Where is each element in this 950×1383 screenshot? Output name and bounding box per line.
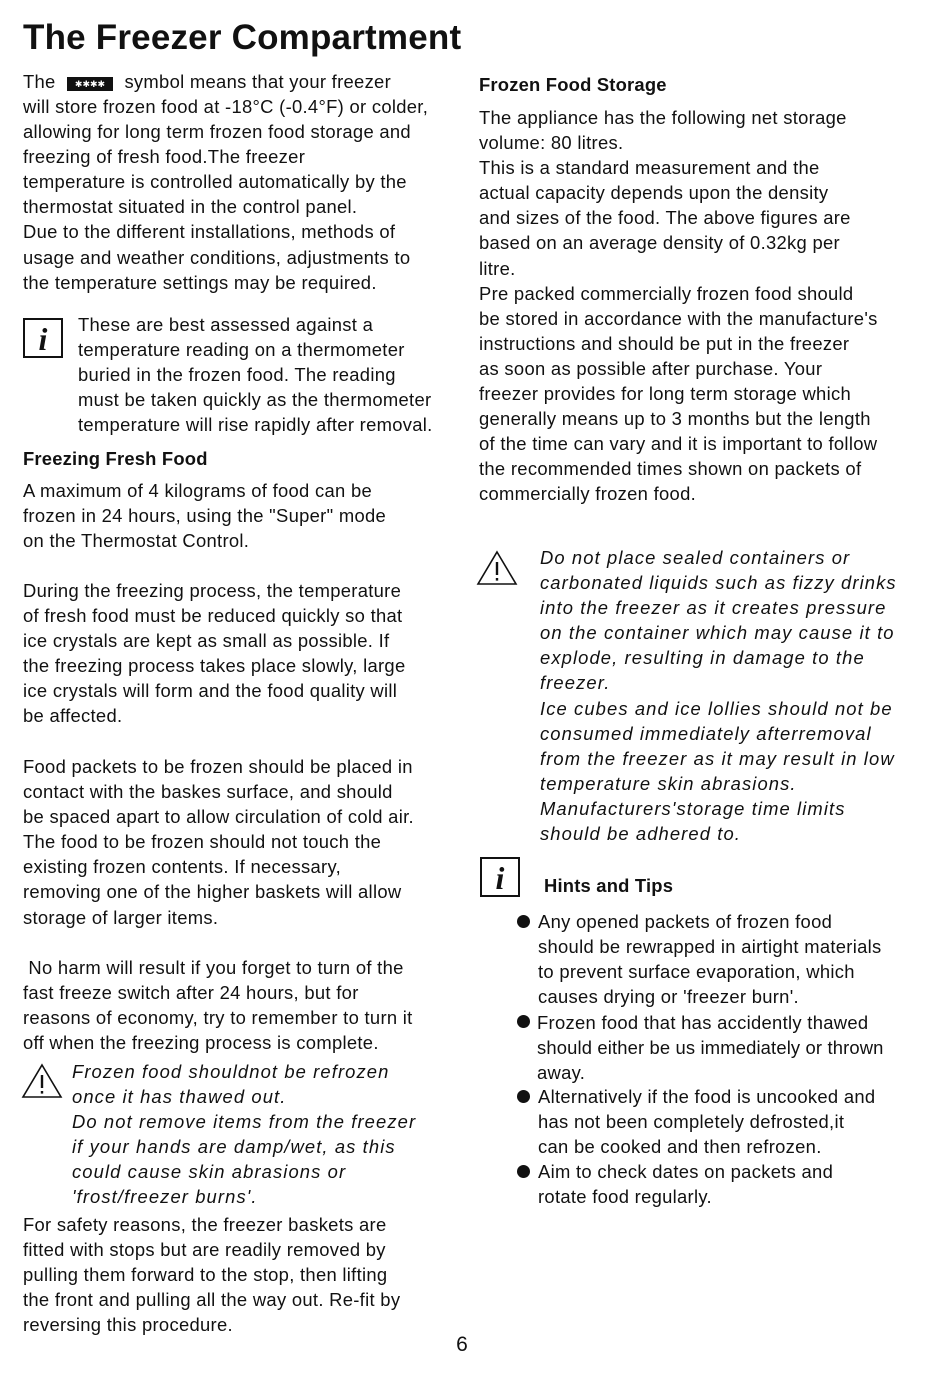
intro-line: symbol means that your freezer xyxy=(124,71,392,92)
text-line: Alternatively if the food is uncooked and xyxy=(538,1086,876,1107)
warning-line: could cause skin abrasions or xyxy=(72,1161,347,1183)
freezing-paragraph-1 xyxy=(23,478,386,553)
text-line: should either be us immediately or thrown xyxy=(537,1037,884,1059)
bullet-icon xyxy=(517,1090,530,1103)
text-line: storage of larger items. xyxy=(23,906,219,928)
warning-line: once it has thawed out. xyxy=(72,1086,287,1108)
page-title: The Freezer Compartment xyxy=(23,18,462,57)
text-line: as soon as possible after purchase. Your xyxy=(479,357,823,379)
hints-and-tips-heading: Hints and Tips xyxy=(544,875,674,896)
warning-line: explode, resulting in damage to the xyxy=(540,647,865,669)
text-line: freezer provides for long term storage which xyxy=(479,383,851,405)
text-line: off when the freezing process is complete. xyxy=(23,1032,379,1054)
info-icon xyxy=(23,318,63,358)
list-item xyxy=(538,1084,875,1159)
text-line: No harm will result if you forget to turn of the xyxy=(23,957,404,978)
intro-line: usage and weather conditions, adjustments to xyxy=(23,246,411,268)
warning-line: Frozen food shouldnot be refrozen xyxy=(72,1061,390,1082)
svg-text:i: i xyxy=(38,321,48,356)
text-line: During the freezing process, the temperature xyxy=(23,580,402,601)
text-line: the freezing process takes place slowly, large xyxy=(23,655,406,677)
frozen-food-storage-heading: Frozen Food Storage xyxy=(479,74,667,95)
left-warning-text xyxy=(72,1059,416,1210)
freezing-paragraph-3 xyxy=(23,754,414,930)
page-number: 6 xyxy=(456,1333,468,1356)
bullet-icon xyxy=(517,915,530,928)
text-line: actual capacity depends upon the density xyxy=(479,182,829,204)
text-line: and sizes of the food. The above figures are xyxy=(479,207,851,229)
freezing-fresh-food-heading: Freezing Fresh Food xyxy=(23,448,208,469)
text-line: rotate food regularly. xyxy=(538,1186,712,1208)
svg-text:i: i xyxy=(495,860,505,895)
text-line: of the time can vary and it is important to follow xyxy=(479,433,878,455)
text-line: on the Thermostat Control. xyxy=(23,530,250,552)
text-line: Food packets to be frozen should be placed in xyxy=(23,756,413,777)
text-line: should be rewrapped in airtight materials xyxy=(538,936,882,958)
text-line: volume: 80 litres. xyxy=(479,132,624,154)
info-note-line: buried in the frozen food. The reading xyxy=(78,364,396,386)
intro-line: freezing of fresh food.The freezer xyxy=(23,146,306,168)
intro-line: Due to the different installations, methods of xyxy=(23,221,396,243)
text-line: can be cooked and then refrozen. xyxy=(538,1136,822,1158)
intro-paragraph xyxy=(23,94,428,295)
warning-line: into the freezer as it creates pressure xyxy=(540,597,887,619)
text-line: pulling them forward to the stop, then lifting xyxy=(23,1264,388,1286)
list-item xyxy=(538,909,882,1009)
intro-the: The xyxy=(23,71,56,92)
text-line: based on an average density of 0.32kg per xyxy=(479,232,840,254)
text-line: Any opened packets of frozen food xyxy=(538,911,833,932)
text-line: of fresh food must be reduced quickly so that xyxy=(23,605,403,627)
info-note-line: must be taken quickly as the thermometer xyxy=(78,389,432,411)
freezer-star-symbol-icon: ✱✱✱✱ xyxy=(67,77,113,91)
text-line: reasons of economy, try to remember to turn it xyxy=(23,1007,413,1029)
text-line: The food to be frozen should not touch the xyxy=(23,831,382,853)
text-line: fitted with stops but are readily removed by xyxy=(23,1239,386,1261)
intro-line: temperature is controlled automatically by the xyxy=(23,171,407,193)
freezing-paragraph-4 xyxy=(23,955,413,1055)
warning-line: Ice cubes and ice lollies should not be xyxy=(540,697,893,719)
text-line: be affected. xyxy=(23,705,123,727)
text-line: commercially frozen food. xyxy=(479,483,697,505)
text-line: Pre packed commercially frozen food should xyxy=(479,282,854,304)
text-line: instructions and should be put in the freezer xyxy=(479,332,850,354)
text-line: reversing this procedure. xyxy=(23,1314,233,1336)
text-line: has not been completely defrosted,it xyxy=(538,1111,845,1133)
baskets-paragraph xyxy=(23,1212,400,1337)
text-line: be stored in accordance with the manufacture's xyxy=(479,307,878,329)
freezing-paragraph-2 xyxy=(23,578,405,729)
text-line: Aim to check dates on packets and xyxy=(538,1161,834,1182)
list-item xyxy=(538,1159,833,1209)
warning-line: freezer. xyxy=(540,672,611,694)
intro-line: thermostat situated in the control panel. xyxy=(23,196,358,218)
warning-line: consumed immediately afterremoval xyxy=(540,722,872,744)
text-line: generally means up to 3 months but the length xyxy=(479,408,871,430)
info-icon xyxy=(480,857,520,897)
warning-line: Do not remove items from the freezer xyxy=(72,1111,417,1133)
warning-line: 'frost/freezer burns'. xyxy=(72,1186,258,1208)
text-line: the front and pulling all the way out. Re-fit by xyxy=(23,1289,401,1311)
text-line: contact with the baskes surface, and should xyxy=(23,781,393,803)
warning-line: should be adhered to. xyxy=(540,823,742,845)
info-note-line: temperature reading on a thermometer xyxy=(78,339,405,361)
info-note xyxy=(78,312,433,437)
right-warning-text xyxy=(540,545,897,846)
text-line: to prevent surface evaporation, which xyxy=(538,961,855,983)
text-line: This is a standard measurement and the xyxy=(479,157,820,179)
warning-triangle-icon xyxy=(476,550,518,586)
intro-line: the temperature settings may be required. xyxy=(23,271,377,293)
text-line: the recommended times shown on packets of xyxy=(479,458,862,480)
text-line: away. xyxy=(537,1062,586,1084)
intro-line: will store frozen food at -18°C (-0.4°F) or colder, xyxy=(23,96,429,117)
text-line: A maximum of 4 kilograms of food can be xyxy=(23,480,373,501)
intro-first-line xyxy=(23,69,391,94)
warning-line: if your hands are damp/wet, as this xyxy=(72,1136,396,1158)
storage-paragraph xyxy=(479,105,878,507)
text-line: For safety reasons, the freezer baskets are xyxy=(23,1214,387,1235)
bullet-icon xyxy=(517,1015,530,1028)
text-line: frozen in 24 hours, using the "Super" mode xyxy=(23,505,387,527)
warning-triangle-icon xyxy=(21,1063,63,1099)
info-note-line: temperature will rise rapidly after removal. xyxy=(78,414,433,436)
text-line: ice crystals will form and the food quality will xyxy=(23,680,398,702)
intro-line: allowing for long term frozen food storage and xyxy=(23,121,411,143)
text-line: existing frozen contents. If necessary, xyxy=(23,856,342,878)
text-line: be spaced apart to allow circulation of cold air. xyxy=(23,806,414,828)
warning-line: Manufacturers'storage time limits xyxy=(540,797,846,819)
text-line: removing one of the higher baskets will allow xyxy=(23,881,402,903)
warning-line: Do not place sealed containers or xyxy=(540,547,851,568)
list-item xyxy=(537,1010,884,1085)
text-line: causes drying or 'freezer burn'. xyxy=(538,986,799,1008)
warning-line: from the freezer as it may result in low xyxy=(540,747,895,769)
info-note-line: These are best assessed against a xyxy=(78,314,374,335)
bullet-icon xyxy=(517,1165,530,1178)
warning-line: on the container which may cause it to xyxy=(540,622,895,644)
text-line: ice crystals are kept as small as possible. If xyxy=(23,630,390,652)
text-line: litre. xyxy=(479,257,516,279)
warning-line: carbonated liquids such as fizzy drinks xyxy=(540,572,897,594)
text-line: fast freeze switch after 24 hours, but for xyxy=(23,982,359,1004)
text-line: The appliance has the following net storage xyxy=(479,107,847,128)
warning-line: temperature skin abrasions. xyxy=(540,772,797,794)
text-line: Frozen food that has accidently thawed xyxy=(537,1012,869,1033)
